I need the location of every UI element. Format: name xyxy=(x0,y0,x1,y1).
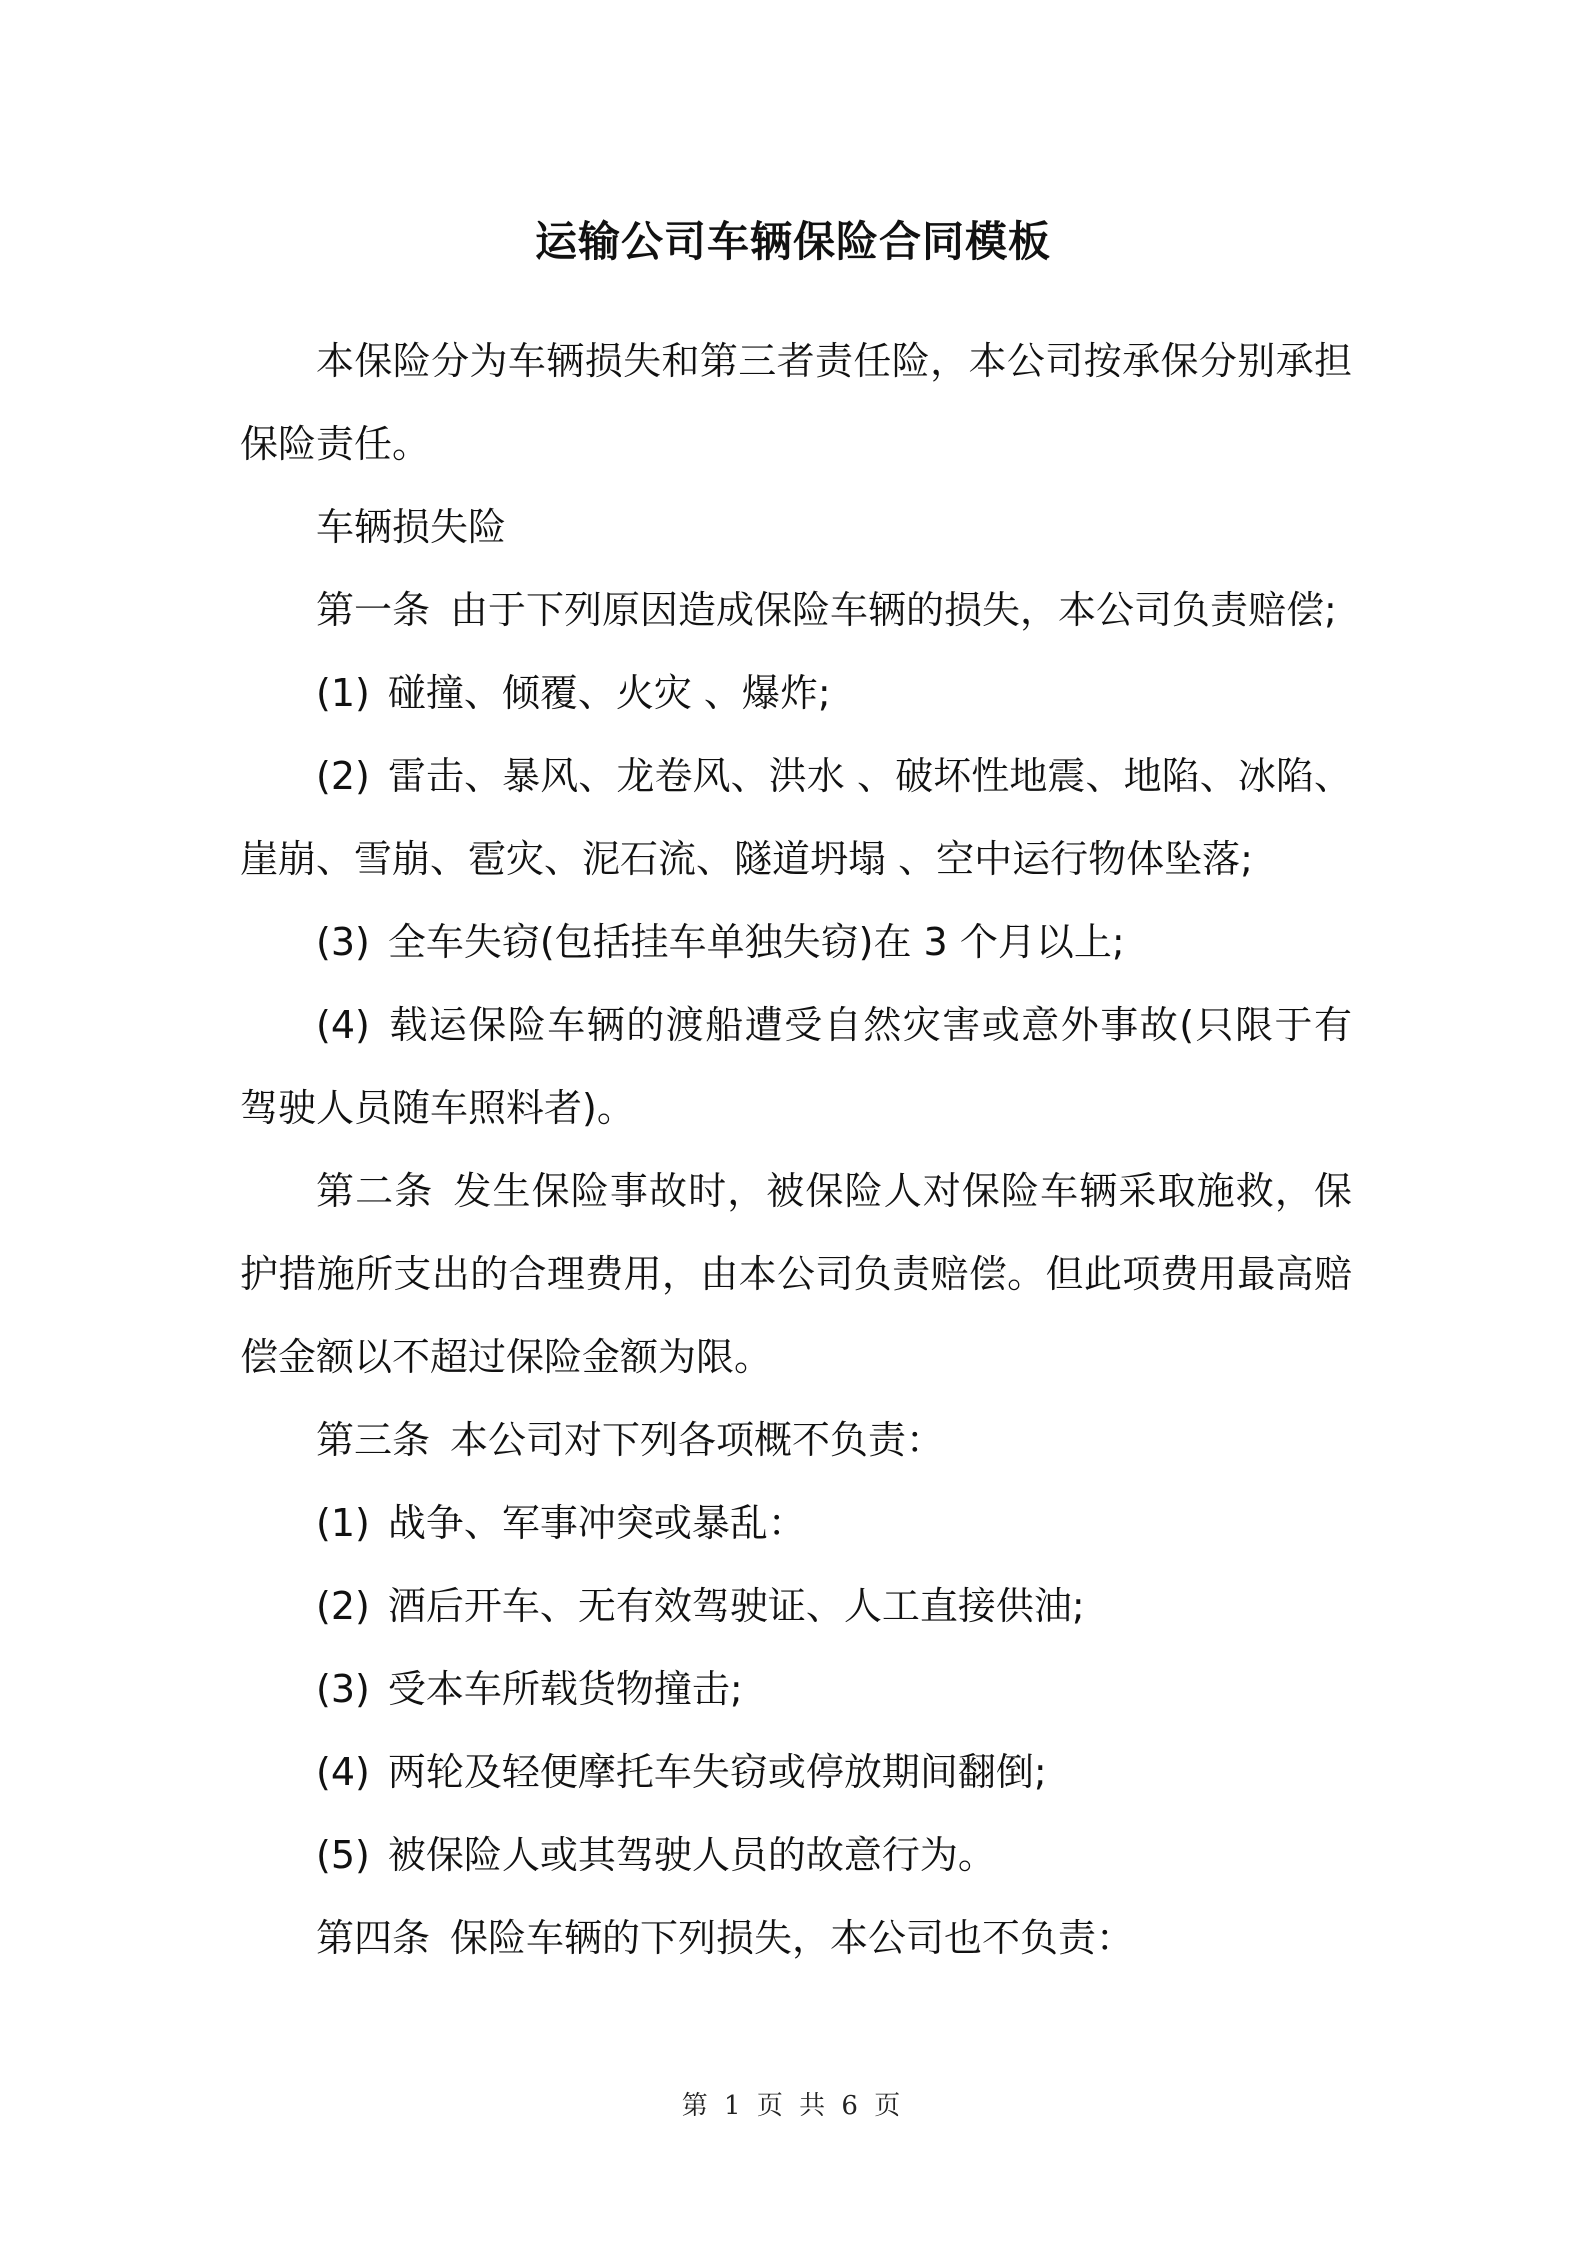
article-1-text: 由于下列原因造成保险车辆的损失，本公司负责赔偿; xyxy=(450,588,1337,632)
article-3-item xyxy=(240,1565,1352,1648)
article-1-item xyxy=(240,901,1352,984)
intro-paragraph: 本保险分为车辆损失和第三者责任险，本公司按承保分别承担保险责任。 xyxy=(240,339,1352,466)
article-4 xyxy=(240,1897,1352,1980)
article-1-item xyxy=(240,652,1352,735)
article-1-item xyxy=(240,984,1352,1150)
article-3-item xyxy=(240,1648,1352,1731)
article-2 xyxy=(240,1150,1352,1399)
article-2-label: 第二条 xyxy=(316,1169,434,1213)
item-number: (2) xyxy=(316,1584,370,1628)
item-text: 受本车所载货物撞击; xyxy=(387,1667,743,1711)
item-text: 碰撞、倾覆、火灾 、爆炸; xyxy=(387,671,831,715)
item-text: 被保险人或其驾驶人员的故意行为。 xyxy=(387,1833,996,1877)
section-heading: 车辆损失险 xyxy=(316,505,507,549)
item-number: (2) xyxy=(316,754,370,798)
page-number-footer: 第 1 页 共 6 页 xyxy=(681,2091,905,2121)
article-3-text: 本公司对下列各项概不负责： xyxy=(450,1418,945,1462)
item-text: 战争、军事冲突或暴乱： xyxy=(387,1501,806,1545)
article-4-text: 保险车辆的下列损失，本公司也不负责： xyxy=(450,1916,1135,1960)
article-2-text: 发生保险事故时，被保险人对保险车辆采取施救，保护措施所支出的合理费用，由本公司负责赔偿。但此项费用最高赔偿金额以不超过保险金额为限。 xyxy=(240,1169,1352,1379)
item-number: (3) xyxy=(316,920,370,964)
document-body xyxy=(240,320,1352,1980)
document-title: 运输公司车辆保险合同模板 xyxy=(534,217,1051,266)
article-3 xyxy=(240,1399,1352,1482)
item-text: 全车失窃(包括挂车单独失窃)在 3 个月以上; xyxy=(387,920,1125,964)
item-text: 雷击、暴风、龙卷风、洪水 、破坏性地震、地陷、冰陷、崖崩、雪崩、雹灾、泥石流、隧道坍塌 、空中运行物体坠落; xyxy=(240,754,1352,881)
article-3-item xyxy=(240,1814,1352,1897)
item-number: (4) xyxy=(316,1003,370,1047)
item-text: 酒后开车、无有效驾驶证、人工直接供油; xyxy=(387,1584,1085,1628)
article-3-item xyxy=(240,1731,1352,1814)
item-number: (3) xyxy=(316,1667,370,1711)
article-3-item xyxy=(240,1482,1352,1565)
item-number: (5) xyxy=(316,1833,370,1877)
article-1-item xyxy=(240,735,1352,901)
article-1 xyxy=(240,569,1352,652)
item-text: 载运保险车辆的渡船遭受自然灾害或意外事故(只限于有驾驶人员随车照料者)。 xyxy=(240,1003,1352,1130)
item-number: (4) xyxy=(316,1750,370,1794)
item-number: (1) xyxy=(316,671,370,715)
item-text: 两轮及轻便摩托车失窃或停放期间翻倒; xyxy=(387,1750,1047,1794)
article-4-label: 第四条 xyxy=(316,1916,431,1960)
article-1-label: 第一条 xyxy=(316,588,431,632)
item-number: (1) xyxy=(316,1501,370,1545)
article-3-label: 第三条 xyxy=(316,1418,431,1462)
